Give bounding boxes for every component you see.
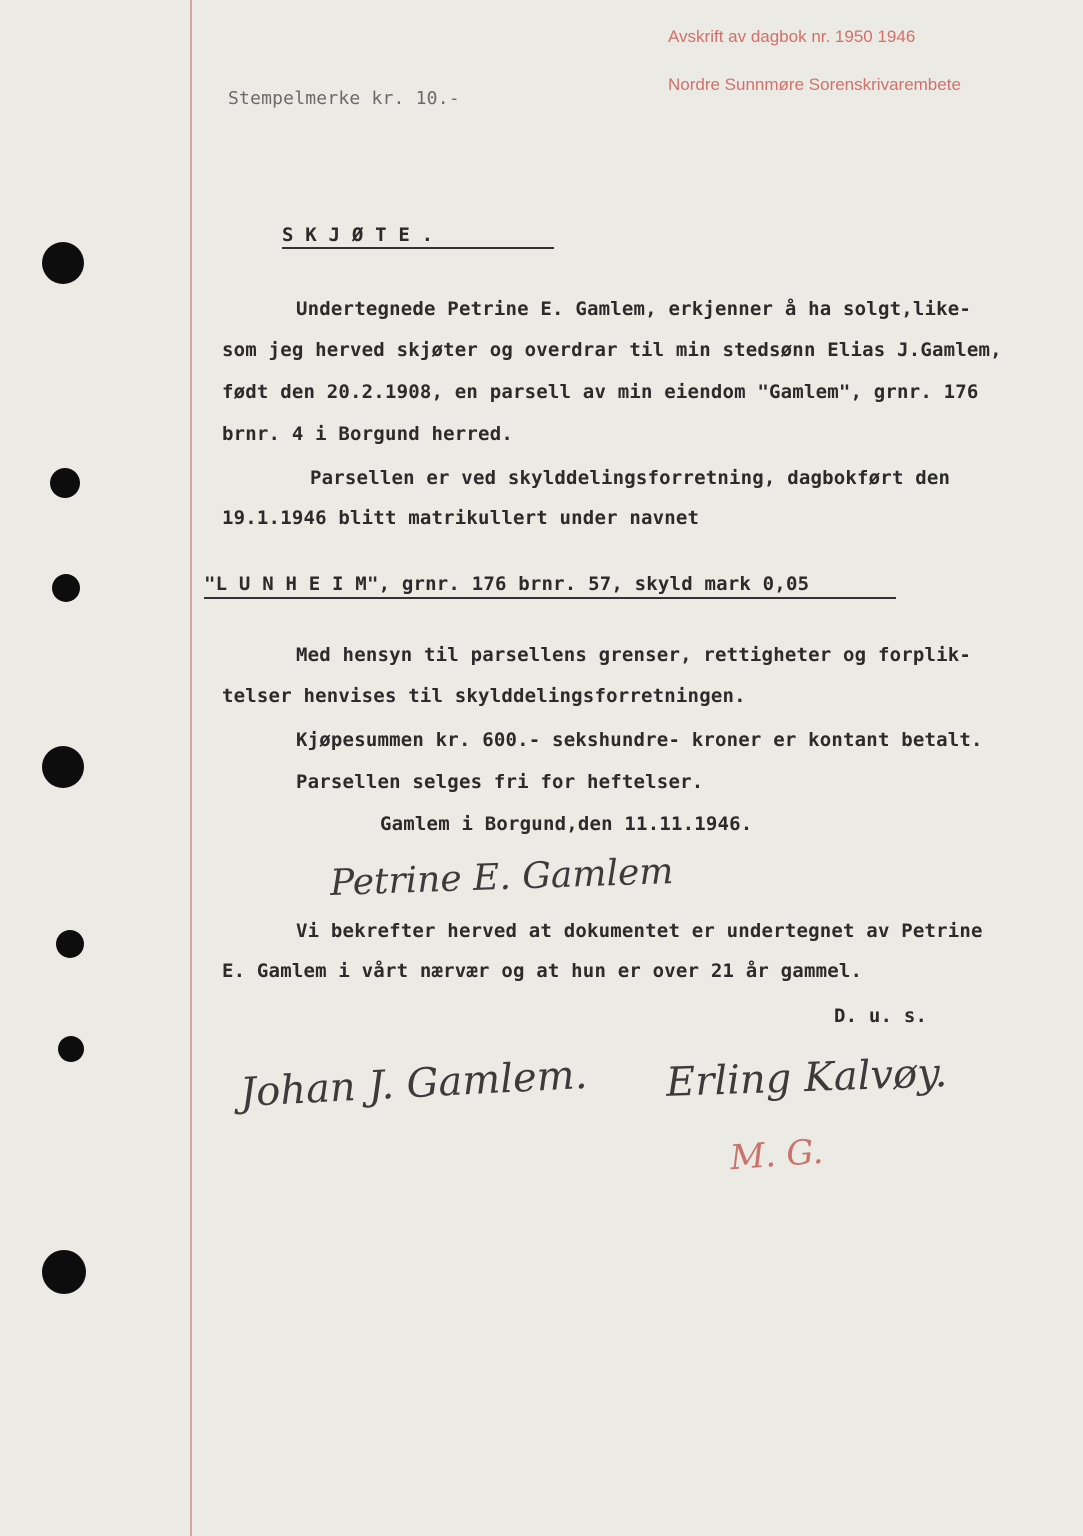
witness-text-line1: Vi bekrefter herved at dokumentet er undertegnet av Petrine — [296, 920, 983, 942]
paragraph2-line2: 19.1.1946 blitt matrikullert under navnet — [222, 507, 700, 529]
paragraph1-line1: Undertegnede Petrine E. Gamlem, erkjenner å ha solgt,like- — [296, 298, 972, 320]
punch-hole — [42, 242, 84, 284]
margin-line — [190, 0, 192, 1536]
archive-stamp-line2: Nordre Sunnmøre Sorenskrivarembete — [668, 75, 961, 94]
witness-text-line2: E. Gamlem i vårt nærvær og at hun er over 21 år gammel. — [222, 960, 863, 982]
punch-hole — [42, 1250, 86, 1294]
paragraph3-line3: Kjøpesummen kr. 600.- sekshundre- kroner er kontant betalt. — [296, 729, 983, 751]
dus-note: D. u. s. — [834, 1005, 928, 1027]
seller-signature: Petrine E. Gamlem — [329, 851, 675, 904]
punch-hole — [50, 468, 80, 498]
paragraph3-line2: telser henvises til skylddelingsforretningen. — [222, 685, 746, 707]
paragraph3-line1: Med hensyn til parsellens grenser, rettigheter og forplik- — [296, 644, 972, 666]
paragraph2-line1: Parsellen er ved skylddelingsforretning, dagbokført den — [310, 467, 951, 489]
paragraph1-line3: født den 20.2.1908, en parsell av min eiendom "Gamlem", grnr. 176 — [222, 381, 979, 403]
place-and-date: Gamlem i Borgund,den 11.11.1946. — [380, 813, 753, 835]
property-underline — [204, 597, 896, 599]
document-title: S K J Ø T E . — [282, 224, 434, 246]
punch-hole — [52, 574, 80, 602]
stempelmerke-note: Stempelmerke kr. 10.- — [228, 88, 460, 109]
title-underline — [282, 247, 554, 249]
initials-mark: M. G. — [728, 1131, 825, 1179]
archive-stamp-line1: Avskrift av dagbok nr. 1950 1946 — [668, 27, 916, 46]
paragraph3-line4: Parsellen selges fri for heftelser. — [296, 771, 704, 793]
punch-hole — [56, 930, 84, 958]
paragraph1-line2: som jeg herved skjøter og overdrar til min stedsønn Elias J.Gamlem, — [222, 339, 1002, 361]
witness-signature-2: Erling Kalvøy. — [665, 1050, 948, 1106]
witness-signature-1: Johan J. Gamlem. — [239, 1051, 589, 1117]
paragraph1-line4: brnr. 4 i Borgund herred. — [222, 423, 513, 445]
punch-hole — [42, 746, 84, 788]
punch-hole — [58, 1036, 84, 1062]
property-line: "L U N H E I M", grnr. 176 brnr. 57, skyld mark 0,05 — [204, 573, 810, 595]
